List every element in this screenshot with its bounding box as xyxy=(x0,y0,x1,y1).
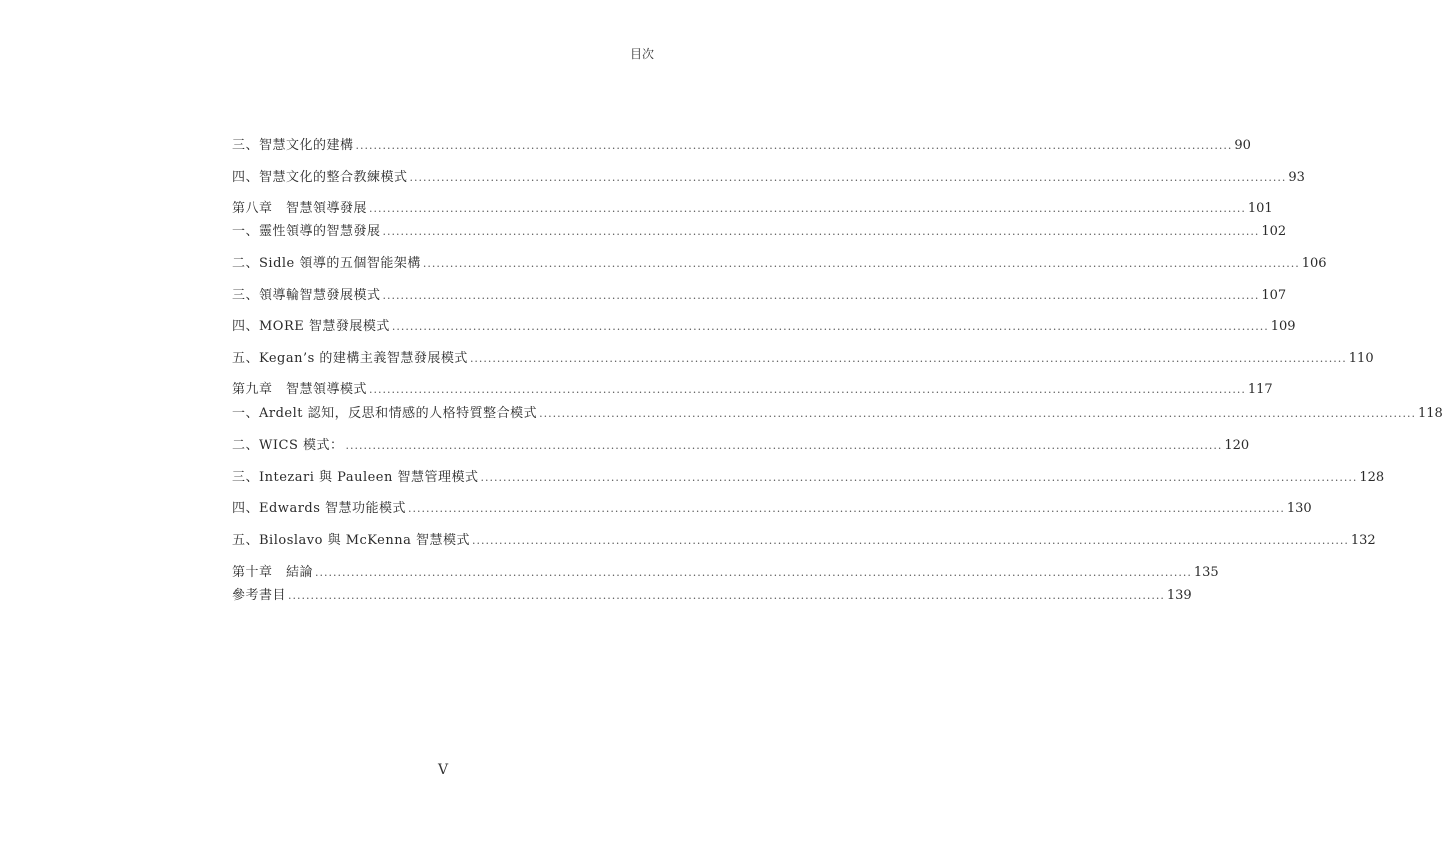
toc-entry-title: 第九章 智慧領導模式 xyxy=(232,382,368,397)
toc-entry-title: 二、Sidle 領導的五個智能架構 xyxy=(232,256,421,271)
toc-entry-title: 五、Biloslavo 與 McKenna 智慧模式 xyxy=(232,533,470,548)
dot-leader: ................................................................................................................................................................................................... xyxy=(355,139,1233,152)
toc-entry[interactable] xyxy=(232,531,1376,551)
dot-leader: ................................................................................................................................................................................................... xyxy=(345,439,1223,452)
toc-entry-page: 139 xyxy=(1166,588,1192,603)
toc-entry-page: 90 xyxy=(1234,138,1251,153)
dot-leader: ................................................................................................................................................................................................... xyxy=(480,471,1358,484)
toc-entry-title: 三、領導輪智慧發展模式 xyxy=(232,288,381,303)
toc-entry-page: 135 xyxy=(1193,565,1219,580)
toc-entry-title: 三、Intezari 與 Pauleen 智慧管理模式 xyxy=(232,470,479,485)
toc-entry-title: 四、Edwards 智慧功能模式 xyxy=(232,501,407,516)
toc-entry[interactable] xyxy=(232,349,1374,369)
toc-entry-title: 二、WICS 模式： xyxy=(232,438,344,453)
dot-leader: ................................................................................................................................................................................................... xyxy=(408,502,1285,515)
toc-entry-page: 93 xyxy=(1288,170,1305,185)
toc-entry-page: 107 xyxy=(1261,288,1287,303)
toc-entry-page: 120 xyxy=(1224,438,1250,453)
page-number: V xyxy=(437,762,449,778)
toc-entry[interactable] xyxy=(232,586,1192,606)
toc-entry-page: 118 xyxy=(1417,406,1443,421)
dot-leader: ................................................................................................................................................................................................... xyxy=(382,289,1260,302)
toc-entry-page: 106 xyxy=(1301,256,1327,271)
toc-entry[interactable] xyxy=(232,563,1219,583)
toc-entry-page: 102 xyxy=(1261,224,1287,239)
toc-entry-title: 一、靈性領導的智慧發展 xyxy=(232,224,381,239)
toc-entry[interactable] xyxy=(232,468,1385,488)
dot-leader: ................................................................................................................................................................................................... xyxy=(369,202,1246,215)
toc-entry-title: 第十章 結論 xyxy=(232,565,314,580)
dot-leader: ................................................................................................................................................................................................... xyxy=(315,566,1192,579)
toc-entry[interactable] xyxy=(232,499,1312,519)
toc-entry[interactable] xyxy=(232,199,1273,219)
toc-entry[interactable] xyxy=(232,317,1296,337)
dot-leader: ................................................................................................................................................................................................... xyxy=(382,225,1260,238)
dot-leader: ................................................................................................................................................................................................... xyxy=(469,352,1347,365)
toc-entry-title: 三、智慧文化的建構 xyxy=(232,138,354,153)
toc-entry-page: 130 xyxy=(1286,501,1312,516)
dot-leader: ................................................................................................................................................................................................... xyxy=(539,407,1416,420)
toc-entry[interactable] xyxy=(232,286,1287,306)
toc-entry-page: 109 xyxy=(1270,319,1296,334)
dot-leader: ................................................................................................................................................................................................... xyxy=(369,383,1246,396)
toc-entry[interactable] xyxy=(232,254,1327,274)
dot-leader: ................................................................................................................................................................................................... xyxy=(472,534,1349,547)
toc-entry[interactable] xyxy=(232,222,1287,242)
dot-leader: ................................................................................................................................................................................................... xyxy=(288,589,1165,602)
toc-entry[interactable] xyxy=(232,136,1251,156)
toc-entry-title: 第八章 智慧領導發展 xyxy=(232,201,368,216)
dot-leader: ................................................................................................................................................................................................... xyxy=(422,257,1300,270)
running-header: 目次 xyxy=(629,47,654,61)
toc-entry-title: 五、Kegan’s 的建構主義智慧發展模式 xyxy=(232,351,468,366)
toc-entry-title: 四、智慧文化的整合教練模式 xyxy=(232,170,408,185)
toc-entry[interactable] xyxy=(232,404,1443,424)
toc-entry-page: 132 xyxy=(1350,533,1376,548)
toc-entry[interactable] xyxy=(232,436,1250,456)
toc-entry-title: 四、MORE 智慧發展模式 xyxy=(232,319,390,334)
toc-entry-page: 110 xyxy=(1348,351,1374,366)
dot-leader: ................................................................................................................................................................................................... xyxy=(391,320,1269,333)
toc-entry-title: 一、Ardelt 認知，反思和情感的人格特質整合模式 xyxy=(232,406,538,421)
toc-entry[interactable] xyxy=(232,380,1273,400)
toc-entry-page: 117 xyxy=(1247,382,1273,397)
dot-leader: ................................................................................................................................................................................................... xyxy=(409,171,1287,184)
toc-entry-page: 128 xyxy=(1359,470,1385,485)
toc-entry[interactable] xyxy=(232,168,1305,188)
toc-entry-page: 101 xyxy=(1247,201,1273,216)
toc-entry-title: 參考書目 xyxy=(232,588,287,603)
